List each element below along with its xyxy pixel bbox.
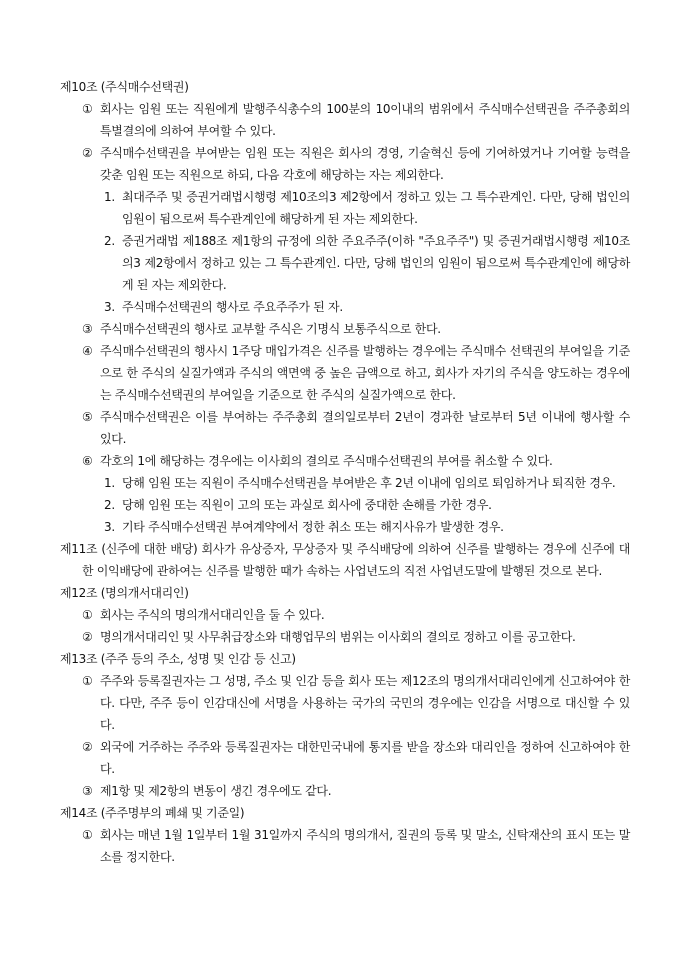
paragraph-text: 외국에 거주하는 주주와 등록질권자는 대한민국내에 통지를 받을 장소와 대리인을 정하여 신고하여야 한다.	[100, 740, 630, 776]
paragraph	[60, 736, 630, 780]
paragraph-number: ①	[82, 102, 93, 116]
paragraph	[60, 626, 630, 648]
item-text: 기타 주식매수선택권 부여계약에서 정한 취소 또는 해지사유가 발생한 경우.	[122, 520, 504, 534]
article-10	[60, 76, 630, 538]
item-number: 3.	[104, 300, 115, 314]
paragraph-number: ③	[82, 322, 93, 336]
paragraph-number: ⑥	[82, 454, 93, 468]
paragraph-number: ②	[82, 630, 93, 644]
paragraph-number: ①	[82, 674, 93, 688]
paragraph-text: 회사는 주식의 명의개서대리인을 둘 수 있다.	[100, 608, 325, 622]
item-text: 당해 임원 또는 직원이 주식매수선택권을 부여받은 후 2년 이내에 임의로 퇴임하거나 퇴직한 경우.	[122, 476, 616, 490]
item-text: 최대주주 및 증권거래법시행령 제10조의3 제2항에서 정하고 있는 그 특수관계인. 다만, 당해 법인의 임원이 됨으로써 특수관계인에 해당하게 된 자는 제외한다.	[122, 190, 630, 226]
list-item	[60, 230, 630, 296]
paragraph-text: 주식매수선택권을 부여받는 임원 또는 직원은 회사의 경영, 기술혁신 등에 기여하였거나 기여할 능력을 갖춘 임원 또는 직원으로 하되, 다음 각호에 해당하는 자는 제외한다.	[100, 146, 630, 182]
article-text: 제11조 (신주에 대한 배당) 회사가 유상증자, 무상증자 및 주식배당에 의하여 신주를 발행하는 경우에 신주에 대한 이익배당에 관하여는 신주를 발행한 때가 속하는 사업년도의 직전 사업년도말에 발행된 것으로 본다.	[60, 542, 630, 578]
paragraph-text: 주식매수선택권의 행사시 1주당 매입가격은 신주를 발행하는 경우에는 주식매수 선택권의 부여일을 기준으로 한 주식의 실질가액과 주식의 액면액 중 높은 금액으로 하고, 회사가 자기의 주식을 양도하는 경우에는 주식매수선택권의 부여일을 기준으로 한 주식의 실질가액으로 한다.	[100, 344, 630, 402]
article-title: 제13조 (주주 등의 주소, 성명 및 인감 등 신고)	[60, 652, 296, 666]
paragraph-text: 회사는 임원 또는 직원에게 발행주식총수의 100분의 10이내의 범위에서 주식매수선택권을 주주총회의 특별결의에 의하여 부여할 수 있다.	[100, 102, 630, 138]
list-item	[60, 296, 630, 318]
paragraph-text: 제1항 및 제2항의 변동이 생긴 경우에도 같다.	[100, 784, 332, 798]
item-number: 3.	[104, 520, 115, 534]
paragraph	[60, 670, 630, 736]
paragraph-text: 주주와 등록질권자는 그 성명, 주소 및 인감 등을 회사 또는 제12조의 명의개서대리인에게 신고하여야 한다. 다만, 주주 등이 인감대신에 서명을 사용하는 국가의 국민의 경우에는 인감을 서명으로 대신할 수 있다.	[100, 674, 630, 732]
item-number: 1.	[104, 190, 115, 204]
item-number: 2.	[104, 498, 115, 512]
paragraph-number: ③	[82, 784, 93, 798]
article-12	[60, 582, 630, 648]
list-item	[60, 472, 630, 494]
item-text: 주식매수선택권의 행사로 주요주주가 된 자.	[122, 300, 343, 314]
list-item	[60, 494, 630, 516]
paragraph	[60, 780, 630, 802]
list-item	[60, 186, 630, 230]
paragraph-text: 회사는 매년 1월 1일부터 1월 31일까지 주식의 명의개서, 질권의 등록 및 말소, 신탁재산의 표시 또는 말소를 정지한다.	[100, 828, 630, 864]
item-number: 1.	[104, 476, 115, 490]
list-item	[60, 516, 630, 538]
paragraph	[60, 142, 630, 186]
paragraph-number: ②	[82, 740, 93, 754]
paragraph	[60, 604, 630, 626]
paragraph-number: ⑤	[82, 410, 93, 424]
paragraph-number: ①	[82, 828, 93, 842]
item-number: 2.	[104, 234, 115, 248]
article-13	[60, 648, 630, 802]
paragraph-number: ①	[82, 608, 93, 622]
paragraph-number: ④	[82, 344, 93, 358]
item-text: 증권거래법 제188조 제1항의 규정에 의한 주요주주(이하 "주요주주") 및 증권거래법시행령 제10조의3 제2항에서 정하고 있는 그 특수관계인. 다만, 당해 법인의 임원이 됨으로써 특수관계인에 해당하게 된 자는 제외한다.	[122, 234, 630, 292]
article-title: 제14조 (주주명부의 폐쇄 및 기준일)	[60, 806, 245, 820]
paragraph-text: 명의개서대리인 및 사무취급장소와 대행업무의 범위는 이사회의 결의로 정하고 이를 공고한다.	[100, 630, 576, 644]
article-14	[60, 802, 630, 868]
paragraph-text: 주식매수선택권은 이를 부여하는 주주총회 결의일로부터 2년이 경과한 날로부터 5년 이내에 행사할 수 있다.	[100, 410, 630, 446]
paragraph-number: ②	[82, 146, 93, 160]
article-title: 제10조 (주식매수선택권)	[60, 80, 189, 94]
article-11	[60, 538, 630, 582]
paragraph	[60, 406, 630, 450]
paragraph	[60, 824, 630, 868]
item-text: 당해 임원 또는 직원이 고의 또는 과실로 회사에 중대한 손해를 가한 경우.	[122, 498, 492, 512]
paragraph	[60, 450, 630, 472]
paragraph	[60, 340, 630, 406]
paragraph	[60, 98, 630, 142]
paragraph-text: 각호의 1에 해당하는 경우에는 이사회의 결의로 주식매수선택권의 부여를 취소할 수 있다.	[100, 454, 553, 468]
paragraph	[60, 318, 630, 340]
article-title: 제12조 (명의개서대리인)	[60, 586, 189, 600]
paragraph-text: 주식매수선택권의 행사로 교부할 주식은 기명식 보통주식으로 한다.	[100, 322, 441, 336]
